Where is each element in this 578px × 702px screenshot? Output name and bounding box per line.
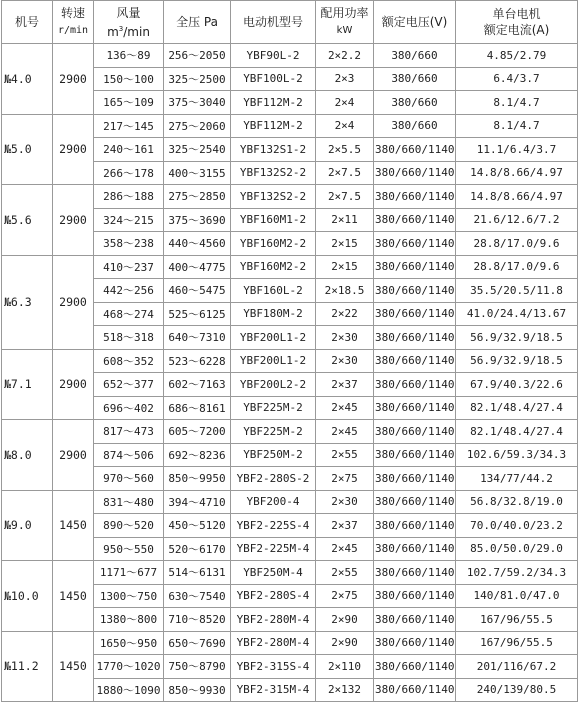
pressure-cell: 520～6170: [164, 537, 231, 561]
motor-cell: YBF250M-4: [231, 561, 316, 585]
current-cell: 134/77/44.2: [456, 467, 578, 491]
current-cell: 167/96/55.5: [456, 608, 578, 632]
header-airflow-suffix: /min: [123, 24, 150, 39]
motor-cell: YBF132S1-2: [231, 138, 316, 162]
model-cell: №11.2: [2, 631, 53, 702]
pressure-cell: 325～2540: [164, 138, 231, 162]
voltage-cell: 380/660/1140: [374, 396, 456, 420]
current-cell: 6.4/3.7: [456, 67, 578, 91]
power-cell: 2×30: [316, 349, 374, 373]
speed-cell: 2900: [53, 420, 94, 491]
header-airflow-prefix: 风量 m: [107, 5, 141, 39]
power-cell: 2×37: [316, 373, 374, 397]
current-cell: 85.0/50.0/29.0: [456, 537, 578, 561]
pressure-cell: 256～2050: [164, 44, 231, 68]
voltage-cell: 380/660/1140: [374, 420, 456, 444]
model-cell: №8.0: [2, 420, 53, 491]
power-cell: 2×22: [316, 302, 374, 326]
current-cell: 102.6/59.3/34.3: [456, 443, 578, 467]
current-cell: 70.0/40.0/23.2: [456, 514, 578, 538]
table-row: [2, 185, 578, 209]
pressure-cell: 692～8236: [164, 443, 231, 467]
speed-cell: 2900: [53, 185, 94, 256]
motor-cell: YBF2-280S-2: [231, 467, 316, 491]
voltage-cell: 380/660: [374, 67, 456, 91]
airflow-cell: 150～100: [94, 67, 164, 91]
airflow-cell: 358～238: [94, 232, 164, 256]
motor-cell: YBF2-225M-4: [231, 537, 316, 561]
voltage-cell: 380/660/1140: [374, 326, 456, 350]
power-cell: 2×132: [316, 678, 374, 702]
voltage-cell: 380/660/1140: [374, 631, 456, 655]
airflow-cell: 165～109: [94, 91, 164, 115]
current-cell: 140/81.0/47.0: [456, 584, 578, 608]
speed-cell: 1450: [53, 561, 94, 632]
motor-cell: YBF2-315S-4: [231, 655, 316, 679]
voltage-cell: 380/660/1140: [374, 373, 456, 397]
table-row: [2, 561, 578, 585]
airflow-cell: 1650～950: [94, 631, 164, 655]
pressure-cell: 375～3690: [164, 208, 231, 232]
pressure-cell: 602～7163: [164, 373, 231, 397]
pressure-cell: 400～3155: [164, 161, 231, 185]
motor-cell: YBF2-315M-4: [231, 678, 316, 702]
current-cell: 240/139/80.5: [456, 678, 578, 702]
pressure-cell: 394～4710: [164, 490, 231, 514]
power-cell: 2×37: [316, 514, 374, 538]
pressure-cell: 630～7540: [164, 584, 231, 608]
current-cell: 14.8/8.66/4.97: [456, 161, 578, 185]
power-cell: 2×55: [316, 443, 374, 467]
power-cell: 2×7.5: [316, 161, 374, 185]
airflow-cell: 136～89: [94, 44, 164, 68]
header-current-line1: 单台电机: [492, 7, 541, 21]
voltage-cell: 380/660: [374, 114, 456, 138]
model-cell: №5.0: [2, 114, 53, 185]
voltage-cell: 380/660/1140: [374, 490, 456, 514]
pressure-cell: 440～4560: [164, 232, 231, 256]
airflow-cell: 652～377: [94, 373, 164, 397]
voltage-cell: 380/660/1140: [374, 138, 456, 162]
airflow-cell: 831～480: [94, 490, 164, 514]
pressure-cell: 275～2060: [164, 114, 231, 138]
current-cell: 56.9/32.9/18.5: [456, 349, 578, 373]
model-cell: №10.0: [2, 561, 53, 632]
current-cell: 67.9/40.3/22.6: [456, 373, 578, 397]
airflow-cell: 950～550: [94, 537, 164, 561]
header-speed: [53, 1, 94, 44]
current-cell: 28.8/17.0/9.6: [456, 255, 578, 279]
power-cell: 2×3: [316, 67, 374, 91]
motor-cell: YBF100L-2: [231, 67, 316, 91]
voltage-cell: 380/660/1140: [374, 561, 456, 585]
power-cell: 2×75: [316, 467, 374, 491]
pressure-cell: 605～7200: [164, 420, 231, 444]
speed-cell: 2900: [53, 255, 94, 349]
header-pressure: [164, 1, 231, 44]
power-cell: 2×4: [316, 114, 374, 138]
header-power-line1: 配用功率: [320, 6, 369, 20]
power-cell: 2×45: [316, 537, 374, 561]
motor-cell: YBF160M1-2: [231, 208, 316, 232]
header-current-line2: 额定电流(A): [483, 23, 550, 37]
header-voltage: [374, 1, 456, 44]
header-motor: [231, 1, 316, 44]
header-airflow-sup: 3: [118, 24, 124, 33]
motor-cell: YBF250M-2: [231, 443, 316, 467]
pressure-cell: 325～2500: [164, 67, 231, 91]
airflow-cell: 410～237: [94, 255, 164, 279]
motor-cell: YBF180M-2: [231, 302, 316, 326]
airflow-cell: 266～178: [94, 161, 164, 185]
motor-cell: YBF160L-2: [231, 279, 316, 303]
pressure-cell: 460～5475: [164, 279, 231, 303]
current-cell: 41.0/24.4/13.67: [456, 302, 578, 326]
current-cell: 167/96/55.5: [456, 631, 578, 655]
power-cell: 2×45: [316, 396, 374, 420]
header-speed-line1: 转速: [60, 6, 85, 20]
motor-cell: YBF2-225S-4: [231, 514, 316, 538]
table-row: [2, 420, 578, 444]
voltage-cell: 380/660/1140: [374, 655, 456, 679]
power-cell: 2×11: [316, 208, 374, 232]
airflow-cell: 1300～750: [94, 584, 164, 608]
voltage-cell: 380/660/1140: [374, 467, 456, 491]
pressure-cell: 640～7310: [164, 326, 231, 350]
airflow-cell: 442～256: [94, 279, 164, 303]
pressure-cell: 400～4775: [164, 255, 231, 279]
motor-cell: YBF2-280M-4: [231, 631, 316, 655]
current-cell: 102.7/59.2/34.3: [456, 561, 578, 585]
voltage-cell: 380/660/1140: [374, 255, 456, 279]
power-cell: 2×90: [316, 631, 374, 655]
table-row: [2, 114, 578, 138]
airflow-cell: 240～161: [94, 138, 164, 162]
pressure-cell: 375～3040: [164, 91, 231, 115]
current-cell: 82.1/48.4/27.4: [456, 420, 578, 444]
airflow-cell: 217～145: [94, 114, 164, 138]
pressure-cell: 523～6228: [164, 349, 231, 373]
power-cell: 2×15: [316, 255, 374, 279]
pressure-cell: 450～5120: [164, 514, 231, 538]
model-cell: №7.1: [2, 349, 53, 420]
pressure-cell: 850～9930: [164, 678, 231, 702]
power-cell: 2×7.5: [316, 185, 374, 209]
current-cell: 21.6/12.6/7.2: [456, 208, 578, 232]
airflow-cell: 874～506: [94, 443, 164, 467]
motor-cell: YBF160M2-2: [231, 232, 316, 256]
motor-cell: YBF2-280S-4: [231, 584, 316, 608]
current-cell: 201/116/67.2: [456, 655, 578, 679]
table-row: [2, 44, 578, 68]
header-model-text: 机号: [14, 15, 39, 29]
voltage-cell: 380/660/1140: [374, 232, 456, 256]
header-pressure-text: 全压 Pa: [176, 15, 218, 29]
voltage-cell: 380/660: [374, 44, 456, 68]
motor-cell: YBF2-280M-4: [231, 608, 316, 632]
voltage-cell: 380/660/1140: [374, 208, 456, 232]
power-cell: 2×18.5: [316, 279, 374, 303]
table-row: [2, 255, 578, 279]
airflow-cell: 518～318: [94, 326, 164, 350]
speed-cell: 2900: [53, 44, 94, 115]
header-power-line2: kW: [336, 25, 353, 36]
motor-cell: YBF225M-2: [231, 420, 316, 444]
airflow-cell: 1171～677: [94, 561, 164, 585]
voltage-cell: 380/660/1140: [374, 537, 456, 561]
voltage-cell: 380/660: [374, 91, 456, 115]
voltage-cell: 380/660/1140: [374, 302, 456, 326]
airflow-cell: 817～473: [94, 420, 164, 444]
airflow-cell: 286～188: [94, 185, 164, 209]
power-cell: 2×90: [316, 608, 374, 632]
motor-cell: YBF112M-2: [231, 91, 316, 115]
power-cell: 2×15: [316, 232, 374, 256]
pressure-cell: 514～6131: [164, 561, 231, 585]
current-cell: 56.8/32.8/19.0: [456, 490, 578, 514]
voltage-cell: 380/660/1140: [374, 161, 456, 185]
pressure-cell: 650～7690: [164, 631, 231, 655]
header-row: [2, 1, 578, 44]
motor-cell: YBF132S2-2: [231, 185, 316, 209]
current-cell: 35.5/20.5/11.8: [456, 279, 578, 303]
current-cell: 4.85/2.79: [456, 44, 578, 68]
current-cell: 8.1/4.7: [456, 91, 578, 115]
airflow-cell: 1880～1090: [94, 678, 164, 702]
model-cell: №9.0: [2, 490, 53, 561]
voltage-cell: 380/660/1140: [374, 584, 456, 608]
model-cell: №6.3: [2, 255, 53, 349]
table-row: [2, 631, 578, 655]
current-cell: 14.8/8.66/4.97: [456, 185, 578, 209]
current-cell: 28.8/17.0/9.6: [456, 232, 578, 256]
fan-spec-table: [1, 0, 578, 702]
power-cell: 2×110: [316, 655, 374, 679]
current-cell: 11.1/6.4/3.7: [456, 138, 578, 162]
power-cell: 2×55: [316, 561, 374, 585]
airflow-cell: 696～402: [94, 396, 164, 420]
header-power: [316, 1, 374, 44]
motor-cell: YBF200L2-2: [231, 373, 316, 397]
voltage-cell: 380/660/1140: [374, 349, 456, 373]
header-airflow: [94, 1, 164, 44]
motor-cell: YBF160M2-2: [231, 255, 316, 279]
voltage-cell: 380/660/1140: [374, 608, 456, 632]
power-cell: 2×2.2: [316, 44, 374, 68]
motor-cell: YBF225M-2: [231, 396, 316, 420]
pressure-cell: 686～8161: [164, 396, 231, 420]
pressure-cell: 525～6125: [164, 302, 231, 326]
model-cell: №5.6: [2, 185, 53, 256]
current-cell: 56.9/32.9/18.5: [456, 326, 578, 350]
motor-cell: YBF132S2-2: [231, 161, 316, 185]
voltage-cell: 380/660/1140: [374, 443, 456, 467]
speed-cell: 1450: [53, 490, 94, 561]
motor-cell: YBF200L1-2: [231, 326, 316, 350]
voltage-cell: 380/660/1140: [374, 514, 456, 538]
motor-cell: YBF112M-2: [231, 114, 316, 138]
speed-cell: 2900: [53, 349, 94, 420]
header-current: [456, 1, 578, 44]
voltage-cell: 380/660/1140: [374, 279, 456, 303]
current-cell: 82.1/48.4/27.4: [456, 396, 578, 420]
table-row: [2, 349, 578, 373]
header-model: [2, 1, 53, 44]
pressure-cell: 710～8520: [164, 608, 231, 632]
header-motor-text: 电动机型号: [242, 15, 303, 29]
header-voltage-text: 额定电压(V): [381, 15, 448, 29]
power-cell: 2×45: [316, 420, 374, 444]
airflow-cell: 890～520: [94, 514, 164, 538]
pressure-cell: 750～8790: [164, 655, 231, 679]
current-cell: 8.1/4.7: [456, 114, 578, 138]
airflow-cell: 608～352: [94, 349, 164, 373]
power-cell: 2×5.5: [316, 138, 374, 162]
power-cell: 2×30: [316, 326, 374, 350]
power-cell: 2×30: [316, 490, 374, 514]
speed-cell: 2900: [53, 114, 94, 185]
table-row: [2, 490, 578, 514]
pressure-cell: 850～9950: [164, 467, 231, 491]
pressure-cell: 275～2850: [164, 185, 231, 209]
motor-cell: YBF200-4: [231, 490, 316, 514]
voltage-cell: 380/660/1140: [374, 185, 456, 209]
airflow-cell: 1380～800: [94, 608, 164, 632]
airflow-cell: 324～215: [94, 208, 164, 232]
motor-cell: YBF200L1-2: [231, 349, 316, 373]
power-cell: 2×75: [316, 584, 374, 608]
table-body: [2, 44, 578, 702]
speed-cell: 1450: [53, 631, 94, 702]
header-speed-line2: r/min: [57, 25, 89, 36]
airflow-cell: 1770～1020: [94, 655, 164, 679]
voltage-cell: 380/660/1140: [374, 678, 456, 702]
airflow-cell: 970～560: [94, 467, 164, 491]
power-cell: 2×4: [316, 91, 374, 115]
airflow-cell: 468～274: [94, 302, 164, 326]
motor-cell: YBF90L-2: [231, 44, 316, 68]
model-cell: №4.0: [2, 44, 53, 115]
